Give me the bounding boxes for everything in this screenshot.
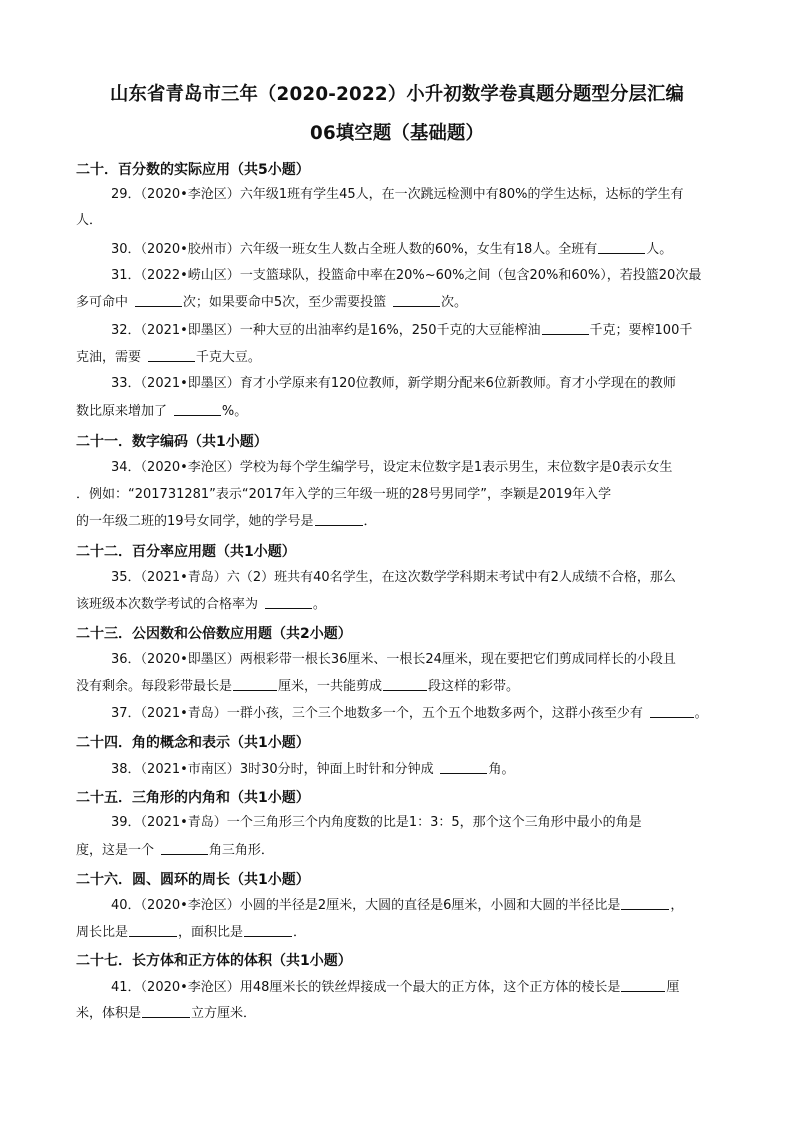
question-text: 角。: [488, 762, 515, 777]
question-text: 次；如果要命中5次，至少需要投篮: [182, 295, 387, 310]
question-34: [111, 460, 672, 476]
question-41-cont: [76, 1005, 256, 1022]
question-text: ．: [363, 514, 377, 529]
question-number: 35．: [111, 570, 141, 585]
answer-blank[interactable]: [598, 241, 645, 254]
question-text: ，面积比是: [178, 925, 244, 940]
question-source: （2021•青岛）: [140, 570, 227, 585]
answer-blank[interactable]: [135, 294, 182, 307]
answer-blank[interactable]: [174, 403, 221, 416]
question-text: 多可命中: [76, 295, 129, 310]
question-text: 小圆的半径是2厘米，大圆的直径是6厘米，小圆和大圆的半径比是: [239, 898, 621, 913]
answer-blank[interactable]: [148, 349, 195, 362]
section-heading: 二十七．长方体和正方体的体积（共1小题）: [76, 953, 352, 969]
answer-blank[interactable]: [142, 1005, 190, 1018]
answer-blank[interactable]: [244, 924, 292, 937]
question-38: [111, 761, 515, 778]
question-text: 一支篮球队，投篮命中率在20%~60%之间（包含20%和60%），若投篮20次最: [239, 268, 702, 283]
answer-blank[interactable]: [233, 678, 277, 691]
question-32-cont: [76, 349, 261, 366]
answer-blank[interactable]: [650, 705, 694, 718]
question-source: （2020•李沧区）: [140, 187, 240, 202]
question-number: 39．: [111, 815, 141, 830]
question-source: （2021•市南区）: [140, 762, 240, 777]
question-37: [111, 705, 708, 722]
question-text: 一种大豆的出油率约是16%，250千克的大豆能榨油: [239, 323, 541, 338]
question-text: 3时30分时，钟面上时针和分钟成: [239, 762, 434, 777]
question-text: 角三角形．: [208, 843, 274, 858]
question-text: 段这样的彩带。: [428, 679, 520, 694]
section-heading: 二十五．三角形的内角和（共1小题）: [76, 790, 310, 806]
question-text: 度，这是一个: [76, 843, 155, 858]
section-heading: 二十四．角的概念和表示（共1小题）: [76, 735, 310, 751]
question-31: [111, 268, 701, 284]
question-text: 的一年级二班的19号女同学，她的学号是: [76, 514, 314, 529]
question-number: 33．: [111, 376, 141, 391]
question-number: 38．: [111, 762, 141, 777]
question-text: 厘米，一共能剪成: [278, 679, 383, 694]
question-text: 人。: [646, 242, 673, 257]
question-40: [111, 897, 683, 914]
question-source: （2021•青岛）: [140, 706, 227, 721]
document-subtitle: 06填空题（基础题）: [310, 123, 484, 144]
question-text: 学校为每个学生编学号，设定末位数字是1表示男生，末位数字是0表示女生: [239, 460, 673, 475]
question-33: [111, 376, 676, 392]
answer-blank[interactable]: [621, 897, 669, 910]
question-text: ．例如：“201731281”表示“2017年入学的三年级一班的28号男同学”，李颖是2019年入学: [76, 487, 612, 502]
answer-blank[interactable]: [393, 294, 440, 307]
question-text: 一群小孩，三个三个地数多一个，五个五个地数多两个，这群小孩至少有: [226, 706, 643, 721]
question-source: （2020•李沧区）: [140, 460, 240, 475]
question-text: 千克大豆。: [195, 350, 261, 365]
question-text: 千克；要榨100千: [589, 323, 693, 338]
question-number: 40．: [111, 898, 141, 913]
answer-blank[interactable]: [542, 322, 589, 335]
question-source: （2020•李沧区）: [140, 898, 240, 913]
question-text: ，: [670, 898, 684, 913]
question-text: 米，体积是: [76, 1006, 142, 1021]
question-34-cont: [76, 487, 611, 503]
question-source: （2020•李沧区）: [140, 980, 240, 995]
question-source: （2020•即墨区）: [140, 652, 240, 667]
question-source: （2021•即墨区）: [140, 376, 240, 391]
question-text: 该班级本次数学考试的合格率为: [76, 597, 259, 612]
question-number: 36．: [111, 652, 141, 667]
question-number: 31．: [111, 268, 141, 283]
question-29: [111, 187, 684, 203]
question-text: 周长比是: [76, 925, 129, 940]
question-text: 。: [694, 706, 708, 721]
question-text: 六年级一班女生人数占全班人数的60%，女生有18人。全班有: [239, 242, 598, 257]
question-number: 37．: [111, 706, 141, 721]
question-text: 人．: [76, 213, 103, 228]
question-32: [111, 322, 692, 339]
question-number: 34．: [111, 460, 141, 475]
question-31-cont: [76, 294, 467, 311]
answer-blank[interactable]: [315, 513, 363, 526]
answer-blank[interactable]: [161, 842, 208, 855]
question-text: 六年级1班有学生45人，在一次跳远检测中有80%的学生达标，达标的学生有: [239, 187, 684, 202]
answer-blank[interactable]: [265, 596, 312, 609]
answer-blank[interactable]: [440, 761, 487, 774]
question-source: （2021•即墨区）: [140, 323, 240, 338]
question-text: %。: [221, 404, 248, 419]
question-36-cont: [76, 678, 519, 695]
question-29-cont: [76, 213, 102, 229]
question-41: [111, 979, 679, 996]
question-36: [111, 652, 676, 668]
question-30: [111, 241, 672, 258]
question-35: [111, 570, 676, 586]
question-text: 用48厘米长的铁丝焊接成一个最大的正方体，这个正方体的棱长是: [239, 980, 621, 995]
section-heading: 二十三．公因数和公倍数应用题（共2小题）: [76, 626, 352, 642]
question-34-cont2: [76, 513, 377, 530]
question-text: 一个三角形三个内角度数的比是1：3：5，那个这个三角形中最小的角是: [226, 815, 642, 830]
question-number: 30．: [111, 242, 141, 257]
document-title: 山东省青岛市三年（2020-2022）小升初数学卷真题分题型分层汇编: [109, 84, 685, 105]
question-text: 厘: [666, 980, 680, 995]
question-number: 41．: [111, 980, 141, 995]
section-heading: 二十一．数字编码（共1小题）: [76, 434, 268, 450]
answer-blank[interactable]: [383, 678, 427, 691]
section-heading: 二十六．圆、圆环的周长（共1小题）: [76, 872, 310, 888]
question-40-cont: [76, 924, 306, 941]
question-text: 克油，需要: [76, 350, 142, 365]
question-source: （2020•胶州市）: [140, 242, 240, 257]
question-number: 29．: [111, 187, 141, 202]
question-source: （2022•崂山区）: [140, 268, 240, 283]
answer-blank[interactable]: [129, 924, 177, 937]
question-source: （2021•青岛）: [140, 815, 227, 830]
question-text: 两根彩带一根长36厘米、一根长24厘米，现在要把它们剪成同样长的小段且: [239, 652, 676, 667]
question-33-cont: [76, 403, 247, 420]
answer-blank[interactable]: [621, 979, 665, 992]
section-heading: 二十二．百分率应用题（共1小题）: [76, 544, 296, 560]
question-text: ．: [293, 925, 307, 940]
question-text: 。: [312, 597, 326, 612]
question-39-cont: [76, 842, 274, 859]
question-text: 次。: [440, 295, 467, 310]
question-text: 没有剩余。每段彩带最长是: [76, 679, 233, 694]
question-text: 数比原来增加了: [76, 404, 168, 419]
question-35-cont: [76, 596, 326, 613]
question-39: [111, 815, 642, 831]
section-heading: 二十．百分数的实际应用（共5小题）: [76, 162, 310, 178]
question-text: 六（2）班共有40名学生，在这次数学学科期末考试中有2人成绩不合格，那么: [226, 570, 676, 585]
question-text: 立方厘米．: [191, 1006, 257, 1021]
question-text: 育才小学原来有120位教师，新学期分配来6位新教师。育才小学现在的教师: [239, 376, 676, 391]
question-number: 32．: [111, 323, 141, 338]
